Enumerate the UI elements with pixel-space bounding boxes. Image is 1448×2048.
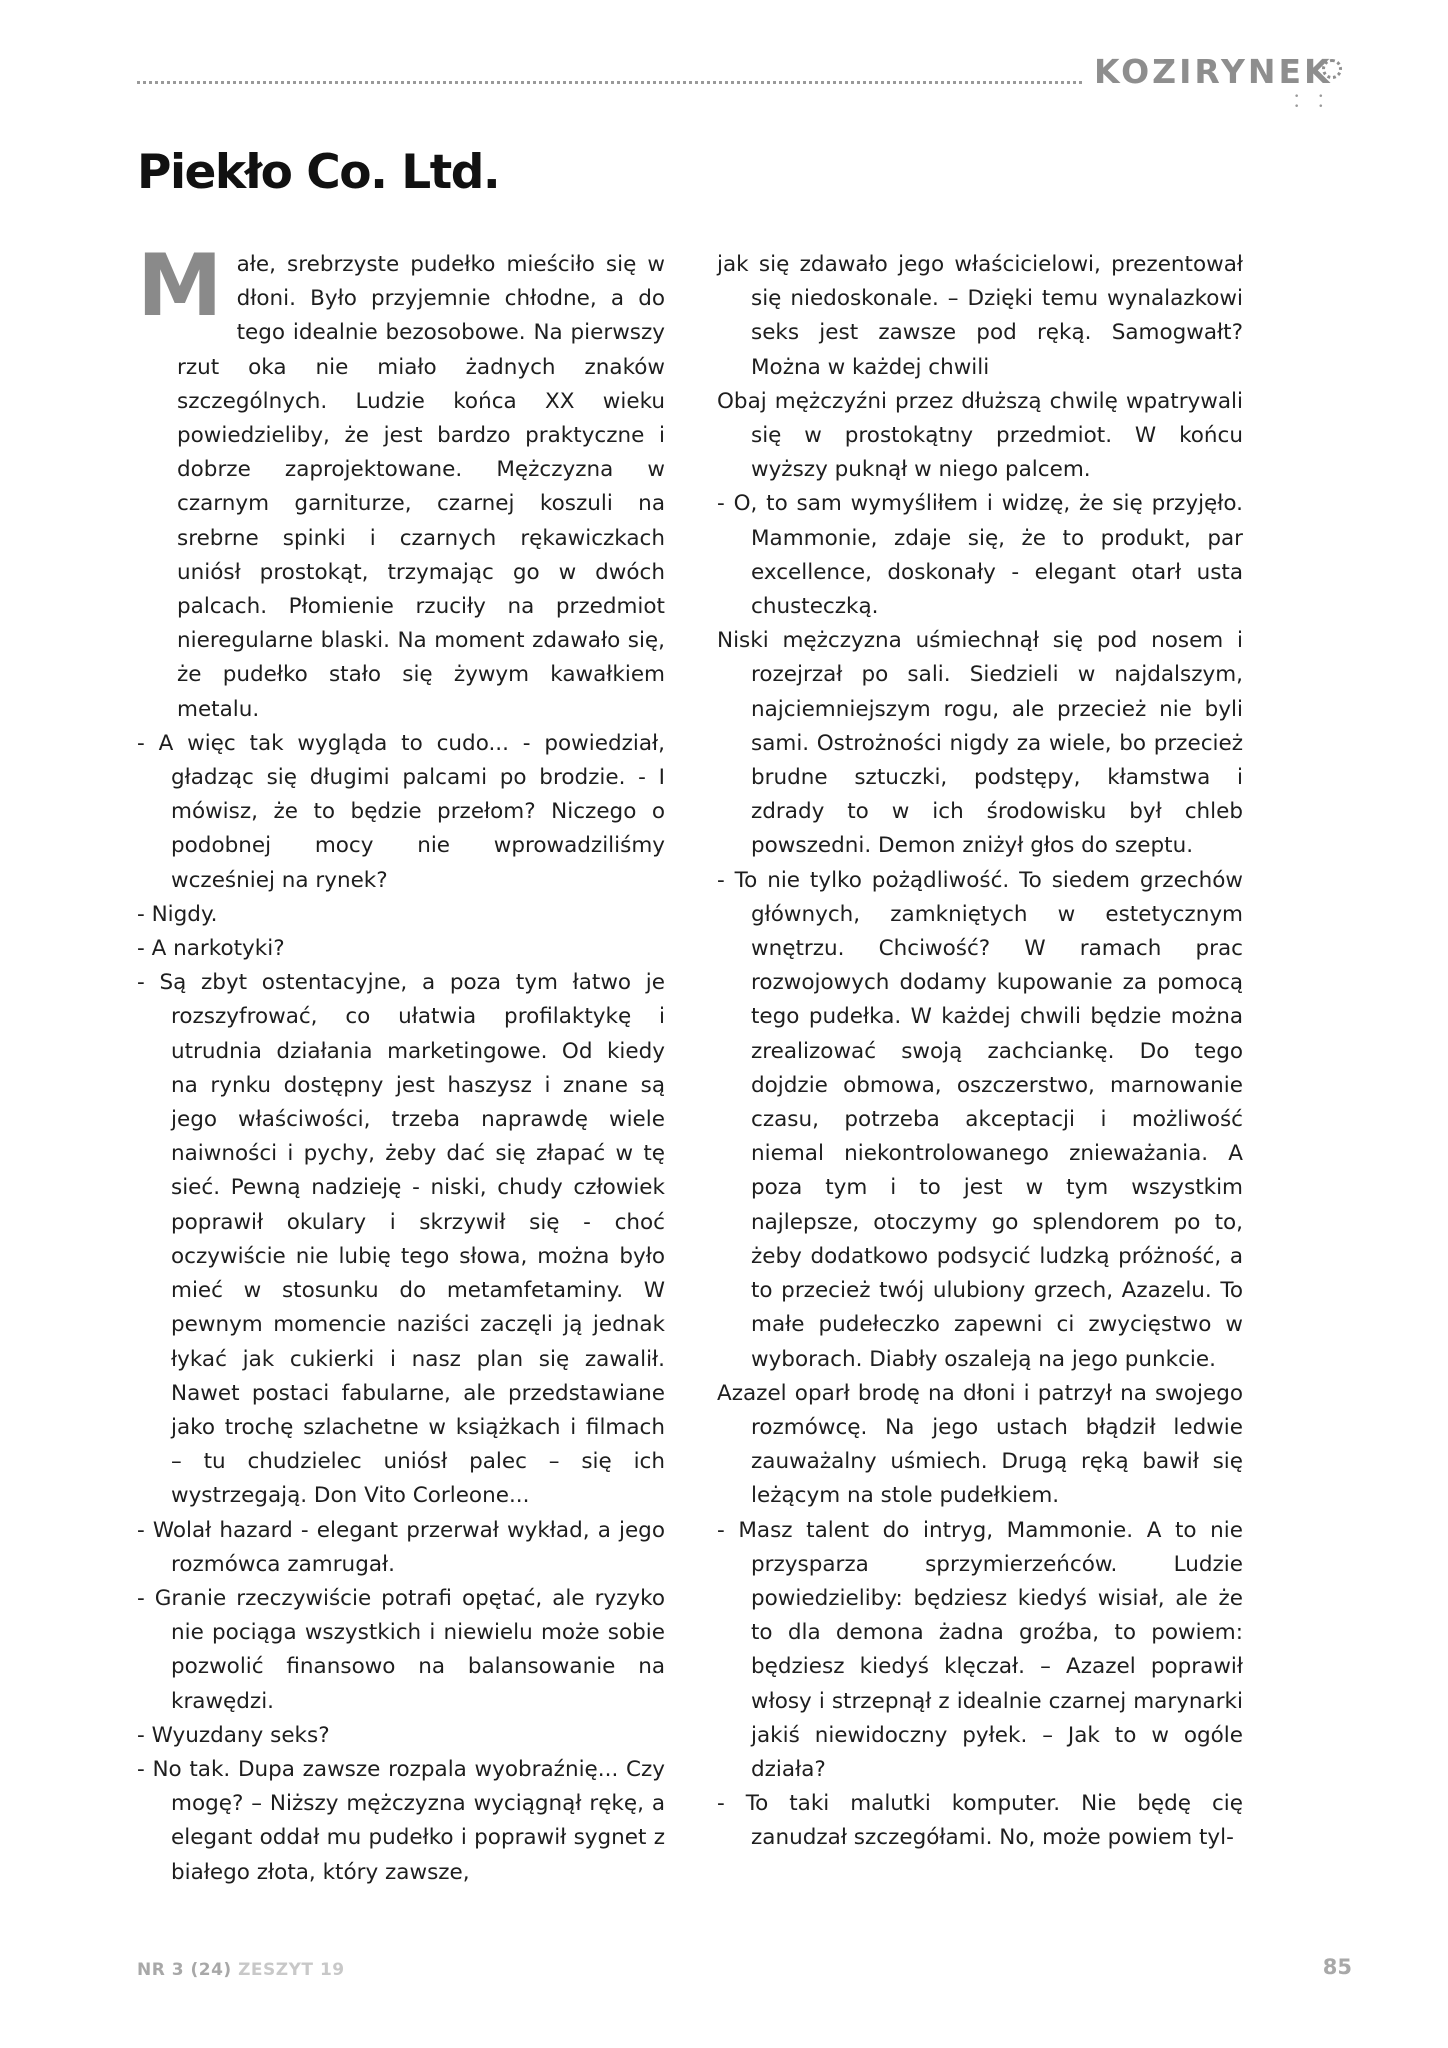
paragraph: - Nigdy. — [137, 901, 218, 927]
paragraph-text: ałe, srebrzyste pudełko mieściło się w dłoni. Było przyjemnie chłodne, a do tego idealnie bezosobowe. Na pierwszy rzut oka nie miało żadnych znaków szczególnych. Ludzie końca XX wieku powiedzieliby, że jest bardzo praktyczne i dobrze zaprojektowane. Mężczyzna w czarnym garniturze, czarnej koszuli na srebrne spinki i czarnych rękawiczkach uniósł prostokąt, trzymając go w dwóch palcach. Płomienie rzuciły na przedmiot nieregularne blaski. Na moment zdawało się, że pudełko stało się żywym kawałkiem metalu. — [177, 252, 665, 722]
paragraph — [137, 236, 665, 727]
paragraph: - A więc tak wygląda to cudo... - powiedział, gładząc się długimi palcami po brodzie. - I mówisz, że to będzie przełom? Niczego o podobnej mocy nie wprowadziliśmy wcześniej na rynek? — [137, 730, 665, 893]
issue-info — [137, 1960, 345, 1980]
page-number: 85 — [1322, 1955, 1352, 1979]
magazine-logo — [1094, 52, 1354, 112]
paragraph: - Wyuzdany seks? — [137, 1722, 330, 1748]
paragraph: jak się zdawało jego właścicielowi, prezentował się niedoskonale. – Dzięki temu wynalazkowi seks jest zawsze pod ręką. Samogwałt? Można w każdej chwili — [717, 252, 1243, 380]
paragraph: - Wolał hazard - elegant przerwał wykład, a jego rozmówca zamrugał. — [137, 1517, 665, 1577]
paragraph: - To nie tylko pożądliwość. To siedem grzechów głównych, zamkniętych w estetycznym wnętrzu. Chciwość? W ramach prac rozwojowych dodamy kupowanie za pomocą tego pudełka. W każdej chwili będzie można zrealizować swoją zachciankę. Do tego dojdzie obmowa, oszczerstwo, marnowanie czasu, potrzeba akceptacji i możliwość niemal niekontrolowanego znieważania. A poza tym i to jest w tym wszystkim najlepsze, otoczymy go splendorem po to, żeby dodatkowo podsycić ludzką próżność, a to przecież twój ulubiony grzech, Azazelu. To małe pudełeczko zapewni ci zwycięstwo w wyborach. Diabły oszaleją na jego punkcie. — [717, 867, 1243, 1372]
volume-number: ZESZYT 19 — [238, 1960, 345, 1980]
paragraph: Obaj mężczyźni przez dłuższą chwilę wpatrywali się w prostokątny przedmiot. W końcu wyższy puknął w niego palcem. — [717, 388, 1243, 483]
drop-cap: M — [137, 236, 223, 336]
header-dotted-rule — [137, 81, 1082, 84]
paragraph: - A narkotyki? — [137, 936, 285, 962]
paragraph: Niski mężczyzna uśmiechnął się pod nosem i rozejrzał po sali. Siedzieli w najdalszym, najciemniejszym rogu, ale przecież nie byli sami. Ostrożności nigdy za wiele, bo przecież brudne sztuczki, podstępy, kłamstwa i zdrady to w ich środowisku był chleb powszedni. Demon zniżył głos do szeptu. — [717, 628, 1243, 859]
magazine-name: KOZIRYNEK — [1094, 52, 1333, 91]
gear-icon — [1322, 59, 1342, 79]
logo-dots: • • • • — [1294, 92, 1332, 112]
paragraph: - Są zbyt ostentacyjne, a poza tym łatwo je rozszyfrować, co ułatwia profilaktykę i utrudnia działania marketingowe. Od kiedy na rynku dostępny jest haszysz i znane są jego właściwości, trzeba naprawdę wiele naiwności i pychy, żeby dać się złapać w tę sieć. Pewną nadzieję - niski, chudy człowiek poprawił okulary i skrzywił się - choć oczywiście nie lubię tego słowa, można było mieć w stosunku do metamfetaminy. W pewnym momencie naziści zaczęli ją jednak łykać jak cukierki i nasz plan się zawalił. Nawet postaci fabularne, ale przedstawiane jako trochę szlachetne w książkach i filmach – tu chudzielec uniósł palec – się ich wystrzegają. Don Vito Corleone... — [137, 970, 665, 1509]
paragraph: - No tak. Dupa zawsze rozpala wyobraźnię... Czy mogę? – Niższy mężczyzna wyciągnął rękę, a elegant oddał mu pudełko i poprawił sygnet z białego złota, który zawsze, — [137, 1756, 665, 1885]
article-title: Piekło Co. Ltd. — [137, 145, 500, 200]
paragraph: - To taki malutki komputer. Nie będę cię zanudzał szczegółami. No, może powiem tyl- — [717, 1791, 1243, 1851]
paragraph: - Masz talent do intryg, Mammonie. A to nie przysparza sprzymierzeńców. Ludzie powiedzieliby: będziesz kiedyś wisiał, ale że to dla demona żadna groźba, to powiem: będziesz kiedyś klęczał. – Azazel poprawił włosy i strzepnął z idealnie czarnej marynarki jakiś niewidoczny pyłek. – Jak to w ogóle działa? — [717, 1517, 1243, 1782]
paragraph: - Granie rzeczywiście potrafi opętać, ale ryzyko nie pociąga wszystkich i niewielu może sobie pozwolić finansowo na balansowanie na krawędzi. — [137, 1585, 665, 1714]
text-column-left — [137, 236, 665, 1890]
paragraph: - O, to sam wymyśliłem i widzę, że się przyjęło. Mammonie, zdaje się, że to produkt, par excellence, doskonały - elegant otarł usta chusteczką. — [717, 491, 1243, 620]
issue-number: NR 3 (24) — [137, 1960, 232, 1980]
paragraph: Azazel oparł brodę na dłoni i patrzył na swojego rozmówcę. Na jego ustach błądził ledwie zauważalny uśmiech. Drugą ręką bawił się leżącym na stole pudełkiem. — [717, 1380, 1243, 1509]
text-column-right — [717, 248, 1243, 1856]
